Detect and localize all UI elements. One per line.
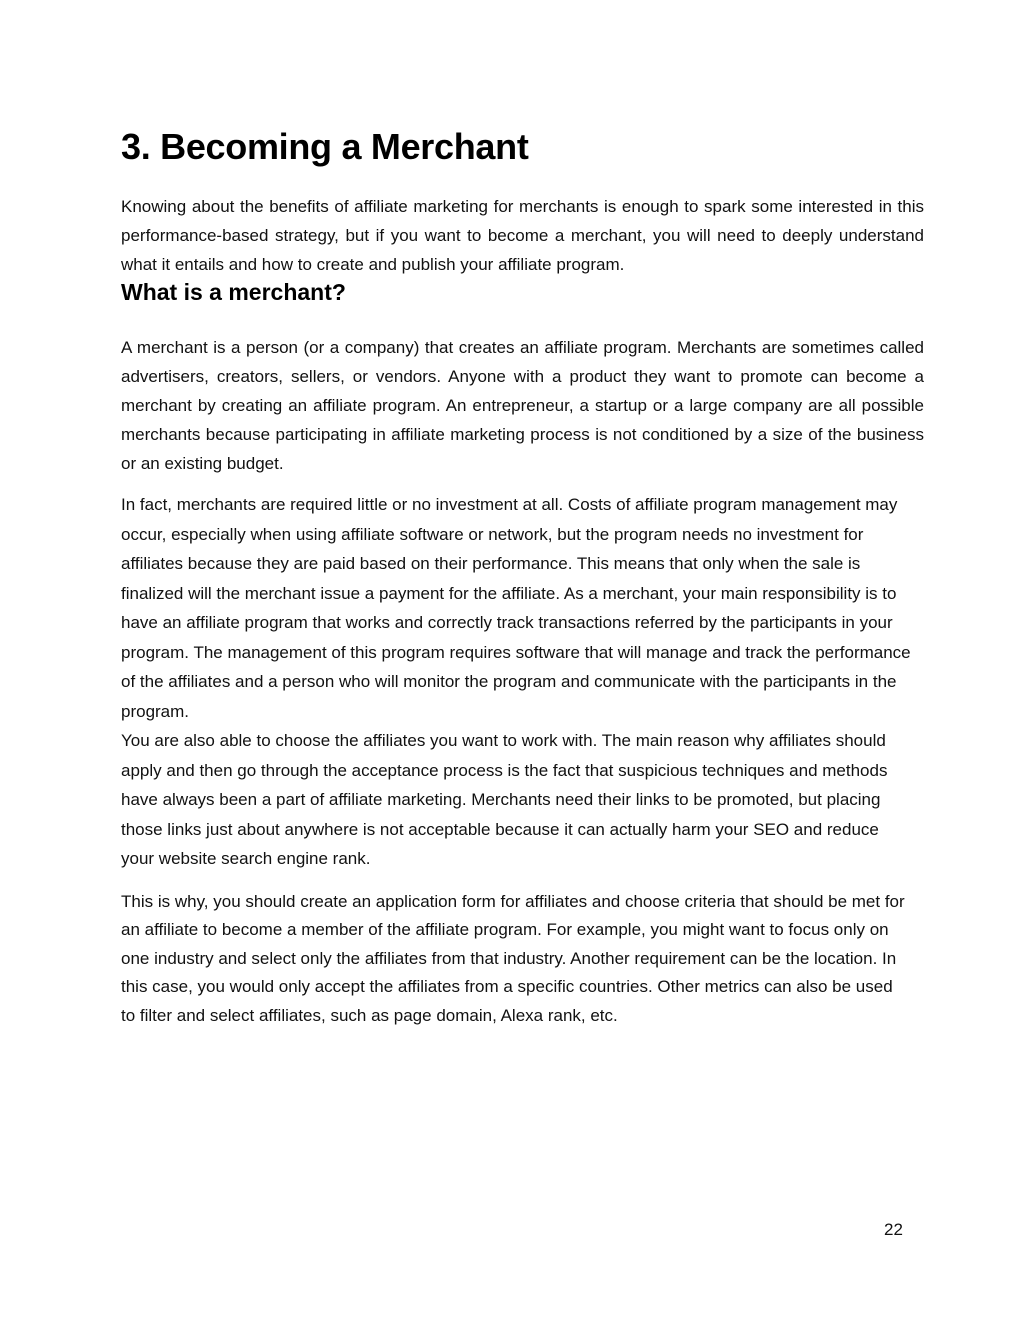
body-paragraph: A merchant is a person (or a company) that creates an affiliate program. Merchants are sometimes called advertisers, creators, sellers, or vendors. Anyone with a product they want to promote can become a merchant by creating an affiliate program. An entrepreneur, a startup or a large company are all possible merchants because participating in affiliate marketing process is not conditioned by a size of the business or an existing budget. — [121, 338, 924, 473]
chapter-title: 3. Becoming a Merchant — [121, 126, 529, 167]
page-number: 22 — [884, 1220, 903, 1239]
page-content — [121, 120, 924, 1030]
section-heading: What is a merchant? — [121, 279, 346, 305]
intro-paragraph: Knowing about the benefits of affiliate marketing for merchants is enough to spark some interested in this performance-based strategy, but if you want to become a merchant, you will need to deeply understand what it entails and how to create and publish your affiliate program. — [121, 197, 924, 274]
body-paragraph: In fact, merchants are required little or no investment at all. Costs of affiliate program management may occur, especially when using affiliate software or network, but the program needs no investment for affiliates because they are paid based on their performance. This means that only when the sale is finalized will the merchant issue a payment for the affiliate. As a merchant, your main responsibility is to have an affiliate program that works and correctly track transactions referred by the participants in your program. The management of this program requires software that will manage and track the performance of the affiliates and a person who will monitor the program and communicate with the participants in the program. — [121, 495, 911, 721]
body-paragraph: You are also able to choose the affiliates you want to work with. The main reason why affiliates should apply and then go through the acceptance process is the fact that suspicious techniques and methods have always been a part of affiliate marketing. Merchants need their links to be promoted, but placing those links just about anywhere is not acceptable because it can actually harm your SEO and reduce your website search engine rank. — [121, 731, 888, 868]
body-paragraph: This is why, you should create an application form for affiliates and choose criteria that should be met for an affiliate to become a member of the affiliate program. For example, you might want to focus only on one industry and select only the affiliates from that industry. Another requirement can be the location. In this case, you would only accept the affiliates from a specific countries. Other metrics can also be used to filter and select affiliates, such as page domain, Alexa rank, etc. — [121, 891, 905, 1025]
